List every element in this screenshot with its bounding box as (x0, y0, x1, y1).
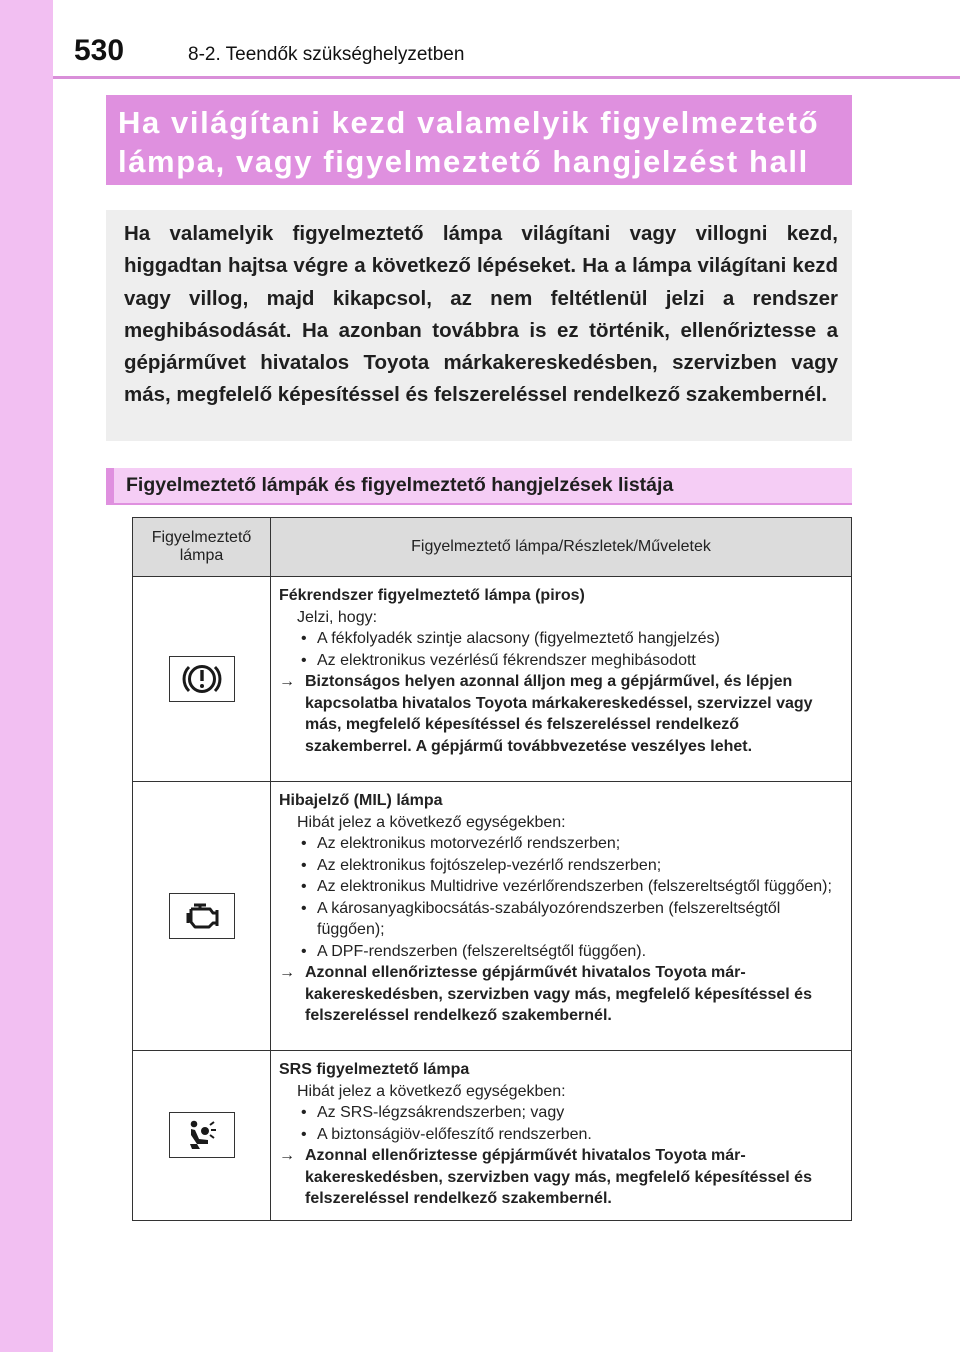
title-line-2: lámpa, vagy figyelmeztető hangjelzést hall (118, 144, 809, 179)
header-details: Figyelmeztető lámpa/Részletek/Műveletek (271, 518, 852, 577)
action-text (279, 1145, 843, 1210)
action-label: Biztonságos helyen azonnal álljon meg a gépjárművel, és lépjen kapcsolatba hivatalos Toyota márkakereskedéssel, szervizzel vagy más, megfelelő képesítéssel és felszereléssel rendelkező szakemberrel. A gépjármű továbbvezetése veszélyes lehet. (305, 673, 813, 755)
list-item: • A biztonságiöv-előfeszítő rendszerben. (279, 1124, 843, 1146)
icon-cell (133, 577, 271, 782)
arrow-icon: → (279, 673, 295, 690)
table-row (133, 782, 852, 1051)
action-text (279, 962, 843, 1027)
list-item: • Az SRS-légzsákrendszerben; vagy (279, 1102, 843, 1124)
list-item: • Az elektronikus Multidrive vezérlőrendszerben (felszereltségtől függően); (279, 876, 843, 898)
list-item: • Az elektronikus vezérlésű fékrendszer meghibásodott (279, 650, 843, 672)
table-row (133, 1051, 852, 1221)
table-row (133, 577, 852, 782)
lamp-description (271, 1051, 852, 1221)
action-text (279, 671, 843, 757)
arrow-icon: → (279, 964, 295, 981)
list-item: • Az elektronikus motorvezérlő rendszerben; (279, 833, 843, 855)
list-item: • A károsanyagkibocsátás-szabályozórendszerben (felszereltségtől függően); (279, 898, 843, 941)
header-lamp: Figyelmeztető lámpa (133, 518, 271, 577)
list-item: • A fékfolyadék szintje alacsony (figyelmeztető hangjelzés) (279, 628, 843, 650)
srs-airbag-icon (169, 1112, 235, 1158)
brake-warning-icon (169, 656, 235, 702)
table-header-row (133, 518, 852, 577)
icon-cell (133, 782, 271, 1051)
page-number: 530 (74, 34, 125, 67)
section-heading: Figyelmeztető lámpák és figyelmeztető hangjelzések listája (106, 468, 852, 505)
title-line-1: Ha világítani kezd valamelyik figyelmeztető (118, 105, 820, 140)
lamp-description (271, 782, 852, 1051)
side-tab-strip (0, 0, 53, 1352)
lamp-intro: Hibát jelez a következő egységekben: (297, 1082, 566, 1100)
engine-check-icon (169, 893, 235, 939)
list-item: • Az elektronikus fojtószelep-vezérlő rendszerben; (279, 855, 843, 877)
lamp-intro: Hibát jelez a következő egységekben: (297, 813, 566, 831)
lamp-description (271, 577, 852, 782)
warning-lamp-table (132, 517, 852, 1221)
lamp-title: Fékrendszer figyelmeztető lámpa (piros) (279, 587, 585, 604)
lamp-title: Hibajelző (MIL) lámpa (279, 792, 443, 809)
lamp-intro: Jelzi, hogy: (297, 608, 378, 626)
chapter-title: 8-2. Teendők szükséghelyzetben (188, 44, 465, 65)
action-label: Azonnal ellenőriztesse gépjárművét hivatalos Toyota márkakereskedésben, szervizben vagy más, megfelelő képesítéssel és felszereléssel rendelkező szakembernél. (305, 1147, 812, 1207)
intro-box (106, 210, 852, 441)
header-divider (53, 76, 960, 79)
icon-cell (133, 1051, 271, 1221)
list-item: • A DPF-rendszerben (felszereltségtől függően). (279, 941, 843, 963)
section-title-banner (106, 95, 852, 185)
arrow-icon: → (279, 1147, 295, 1164)
lamp-title: SRS figyelmeztető lámpa (279, 1061, 470, 1078)
action-label: Azonnal ellenőriztesse gépjárművét hivatalos Toyota márkakereskedésben, szervizben vagy más, megfelelő képesítéssel és felszereléssel rendelkező szakembernél. (305, 964, 812, 1024)
intro-text: Ha valamelyik figyelmeztető lámpa világítani vagy villogni kezd, higgadtan hajtsa végre a következő lépéseket. Ha a lámpa világítani kezd vagy villog, majd kikapcsol, az nem feltétlenül jelzi a rendszer meghibásodását. Ha azonban továbbra is ez történik, ellenőriztesse a gépjárművet hivatalos Toyota márkakereskedésben, szervizben vagy más, megfelelő képesítéssel és felszereléssel rendelkező szakembernél. (124, 222, 838, 407)
